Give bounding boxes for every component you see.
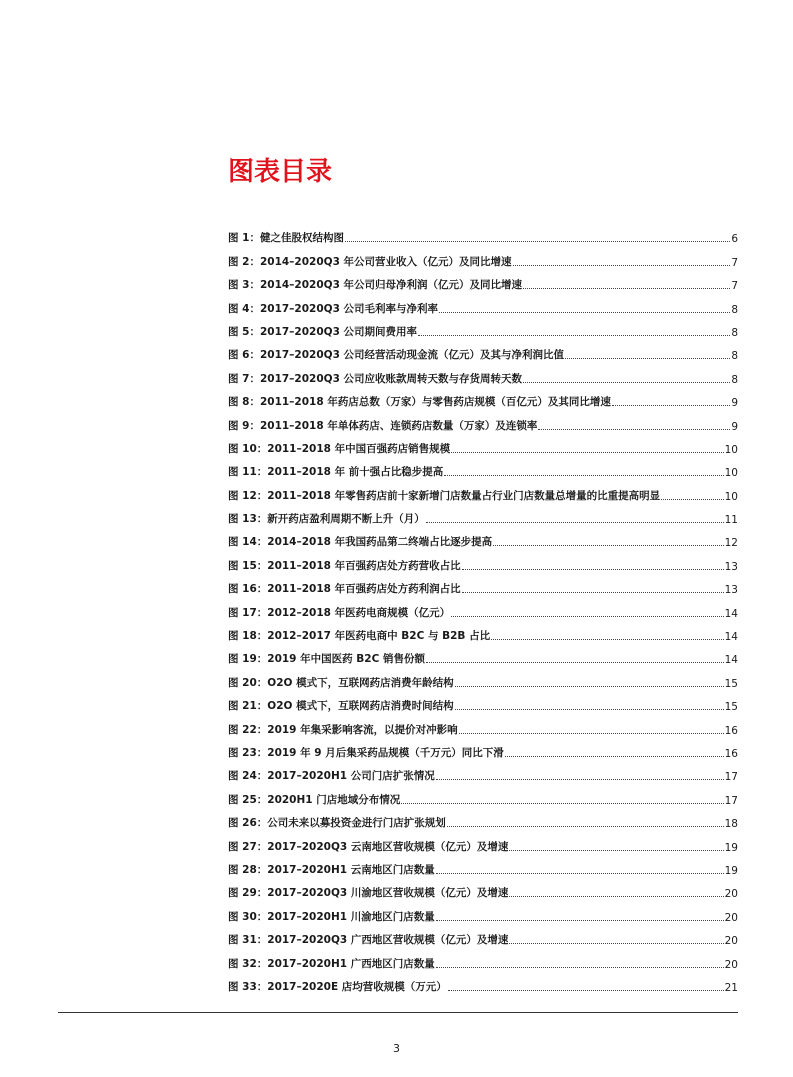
dot-leader xyxy=(436,967,724,968)
toc-entry-page: 19 xyxy=(724,864,738,877)
toc-entry-title: 图 12：2011–2018 年零售药店前十家新增门店数量占行业门店数量总增量的比重提高明显 xyxy=(228,489,661,502)
toc-entry-title: 图 16：2011–2018 年百强药店处方药利润占比 xyxy=(228,583,461,596)
dot-leader xyxy=(462,592,724,593)
toc-list xyxy=(228,222,738,994)
dot-leader xyxy=(523,382,730,383)
toc-entry[interactable] xyxy=(228,456,738,479)
toc-entry-title: 图 30：2017–2020H1 川渝地区门店数量 xyxy=(228,910,435,923)
footer-divider xyxy=(58,1012,738,1013)
toc-entry-page: 14 xyxy=(724,631,738,644)
toc-entry-title: 图 23：2019 年 9 月后集采药品规模（千万元）同比下滑 xyxy=(228,746,504,759)
dot-leader xyxy=(444,475,723,476)
toc-entry-title: 图 14：2014–2018 年我国药品第二终端占比逐步提高 xyxy=(228,536,493,549)
toc-entry-title: 图 17：2012–2018 年医药电商规模（亿元） xyxy=(228,606,451,619)
toc-entry-page: 14 xyxy=(724,654,738,667)
toc-entry-page: 12 xyxy=(724,537,738,550)
toc-entry-title: 图 1：健之佳股权结构图 xyxy=(228,232,344,245)
toc-entry[interactable] xyxy=(228,596,738,619)
toc-entry-page: 8 xyxy=(731,303,738,316)
toc-entry-title: 图 6：2017–2020Q3 公司经营活动现金流（亿元）及其与净利润比值 xyxy=(228,349,565,362)
toc-entry-page: 20 xyxy=(724,911,738,924)
toc-entry[interactable] xyxy=(228,386,738,409)
toc-heading: 图表目录 xyxy=(228,157,333,187)
toc-entry[interactable] xyxy=(228,503,738,526)
toc-entry[interactable] xyxy=(228,409,738,432)
toc-entry[interactable] xyxy=(228,222,738,245)
toc-entry-title: 图 29：2017–2020Q3 川渝地区营收规模（亿元）及增速 xyxy=(228,887,509,900)
toc-entry-title: 图 11：2011–2018 年 前十强占比稳步提高 xyxy=(228,466,444,479)
dot-leader xyxy=(345,241,730,242)
toc-entry-title: 图 9：2011–2018 年单体药店、连锁药店数量（万家）及连锁率 xyxy=(228,419,538,432)
toc-entry-page: 17 xyxy=(724,771,738,784)
dot-leader xyxy=(661,499,724,500)
toc-entry-title: 图 5：2017–2020Q3 公司期间费用率 xyxy=(228,325,418,338)
toc-entry-page: 7 xyxy=(731,256,738,269)
page-number: 3 xyxy=(393,1042,400,1055)
dot-leader xyxy=(448,990,724,991)
toc-entry-page: 10 xyxy=(724,467,738,480)
toc-entry[interactable] xyxy=(228,643,738,666)
toc-entry[interactable] xyxy=(228,549,738,572)
toc-entry-title: 图 18：2012–2017 年医药电商中 B2C 与 B2B 占比 xyxy=(228,630,491,643)
toc-entry-page: 6 xyxy=(731,233,738,246)
toc-entry-page: 8 xyxy=(731,326,738,339)
toc-entry-page: 16 xyxy=(724,747,738,760)
dot-leader xyxy=(447,826,724,827)
dot-leader xyxy=(418,335,730,336)
toc-entry[interactable] xyxy=(228,666,738,689)
toc-entry-page: 15 xyxy=(724,701,738,714)
toc-entry[interactable] xyxy=(228,947,738,970)
dot-leader xyxy=(455,686,724,687)
dot-leader xyxy=(538,429,730,430)
toc-entry-page: 10 xyxy=(724,443,738,456)
toc-entry[interactable] xyxy=(228,783,738,806)
toc-entry-title: 图 8：2011–2018 年药店总数（万家）与零售药店规模（百亿元）及其同比增速 xyxy=(228,396,611,409)
toc-entry-page: 21 xyxy=(724,981,738,994)
toc-entry-title: 图 4：2017–2020Q3 公司毛利率与净利率 xyxy=(228,302,439,315)
toc-entry-title: 图 25：2020H1 门店地域分布情况 xyxy=(228,793,401,806)
toc-entry-page: 17 xyxy=(724,794,738,807)
toc-entry-page: 11 xyxy=(724,514,738,527)
toc-entry-title: 图 15：2011–2018 年百强药店处方药营收占比 xyxy=(228,559,461,572)
dot-leader xyxy=(612,405,730,406)
dot-leader xyxy=(426,662,724,663)
dot-leader xyxy=(451,616,724,617)
toc-entry[interactable] xyxy=(228,573,738,596)
toc-entry-page: 9 xyxy=(731,397,738,410)
toc-entry-page: 9 xyxy=(731,420,738,433)
toc-entry-title: 图 13：新开药店盈利周期不断上升（月） xyxy=(228,513,425,526)
toc-entry-page: 13 xyxy=(724,584,738,597)
toc-entry[interactable] xyxy=(228,292,738,315)
toc-entry-page: 13 xyxy=(724,560,738,573)
toc-entry[interactable] xyxy=(228,924,738,947)
toc-entry-title: 图 26：公司未来以募投资金进行门店扩张规划 xyxy=(228,817,446,830)
dot-leader xyxy=(455,709,724,710)
dot-leader xyxy=(565,358,730,359)
dot-leader xyxy=(459,733,724,734)
toc-entry[interactable] xyxy=(228,807,738,830)
toc-entry-page: 19 xyxy=(724,841,738,854)
toc-entry[interactable] xyxy=(228,854,738,877)
toc-entry[interactable] xyxy=(228,433,738,456)
toc-entry-page: 20 xyxy=(724,935,738,948)
toc-entry-page: 18 xyxy=(724,818,738,831)
toc-entry-title: 图 28：2017–2020H1 云南地区门店数量 xyxy=(228,863,435,876)
toc-entry-page: 8 xyxy=(731,350,738,363)
toc-entry-title: 图 3：2014–2020Q3 年公司归母净利润（亿元）及同比增速 xyxy=(228,279,523,292)
toc-entry[interactable] xyxy=(228,245,738,268)
toc-entry[interactable] xyxy=(228,690,738,713)
toc-entry[interactable] xyxy=(228,316,738,339)
toc-entry-title: 图 2：2014–2020Q3 年公司营业收入（亿元）及同比增速 xyxy=(228,255,512,268)
dot-leader xyxy=(509,943,723,944)
toc-entry-page: 14 xyxy=(724,607,738,620)
toc-entry-title: 图 32：2017–2020H1 广西地区门店数量 xyxy=(228,957,435,970)
toc-entry[interactable] xyxy=(228,526,738,549)
dot-leader xyxy=(436,920,724,921)
toc-entry[interactable] xyxy=(228,877,738,900)
dot-leader xyxy=(523,288,730,289)
dot-leader xyxy=(436,779,724,780)
toc-entry-title: 图 10：2011–2018 年中国百强药店销售规模 xyxy=(228,442,451,455)
dot-leader xyxy=(426,522,724,523)
dot-leader xyxy=(462,569,724,570)
dot-leader xyxy=(509,896,723,897)
toc-entry-title: 图 31：2017–2020Q3 广西地区营收规模（亿元）及增速 xyxy=(228,934,509,947)
toc-entry-title: 图 22：2019 年集采影响客流，以提价对冲影响 xyxy=(228,723,458,736)
toc-entry[interactable] xyxy=(228,269,738,292)
toc-entry-title: 图 27：2017–2020Q3 云南地区营收规模（亿元）及增速 xyxy=(228,840,509,853)
toc-entry-title: 图 20：O2O 模式下，互联网药店消费年龄结构 xyxy=(228,676,454,689)
dot-leader xyxy=(491,639,724,640)
toc-entry-title: 图 19：2019 年中国医药 B2C 销售份额 xyxy=(228,653,425,666)
dot-leader xyxy=(451,452,724,453)
dot-leader xyxy=(509,850,723,851)
toc-entry-page: 20 xyxy=(724,958,738,971)
dot-leader xyxy=(493,545,724,546)
toc-entry[interactable] xyxy=(228,760,738,783)
toc-entry[interactable] xyxy=(228,971,738,994)
toc-entry-page: 8 xyxy=(731,373,738,386)
toc-entry[interactable] xyxy=(228,479,738,502)
toc-entry[interactable] xyxy=(228,713,738,736)
toc-entry-page: 20 xyxy=(724,888,738,901)
toc-entry[interactable] xyxy=(228,830,738,853)
toc-entry-page: 10 xyxy=(724,490,738,503)
toc-entry-page: 15 xyxy=(724,677,738,690)
toc-entry-page: 16 xyxy=(724,724,738,737)
toc-entry-title: 图 7：2017–2020Q3 公司应收账款周转天数与存货周转天数 xyxy=(228,372,523,385)
dot-leader xyxy=(436,873,724,874)
dot-leader xyxy=(439,312,730,313)
dot-leader xyxy=(505,756,724,757)
toc-entry-title: 图 21：O2O 模式下，互联网药店消费时间结构 xyxy=(228,700,454,713)
toc-entry[interactable] xyxy=(228,737,738,760)
toc-entry-page: 7 xyxy=(731,280,738,293)
toc-entry-title: 图 24：2017–2020H1 公司门店扩张情况 xyxy=(228,770,435,783)
dot-leader xyxy=(513,265,731,266)
toc-entry[interactable] xyxy=(228,362,738,385)
dot-leader xyxy=(401,803,723,804)
toc-entry[interactable] xyxy=(228,339,738,362)
toc-entry-title: 图 33：2017–2020E 店均营收规模（万元） xyxy=(228,980,447,993)
toc-entry[interactable] xyxy=(228,900,738,923)
toc-entry[interactable] xyxy=(228,620,738,643)
